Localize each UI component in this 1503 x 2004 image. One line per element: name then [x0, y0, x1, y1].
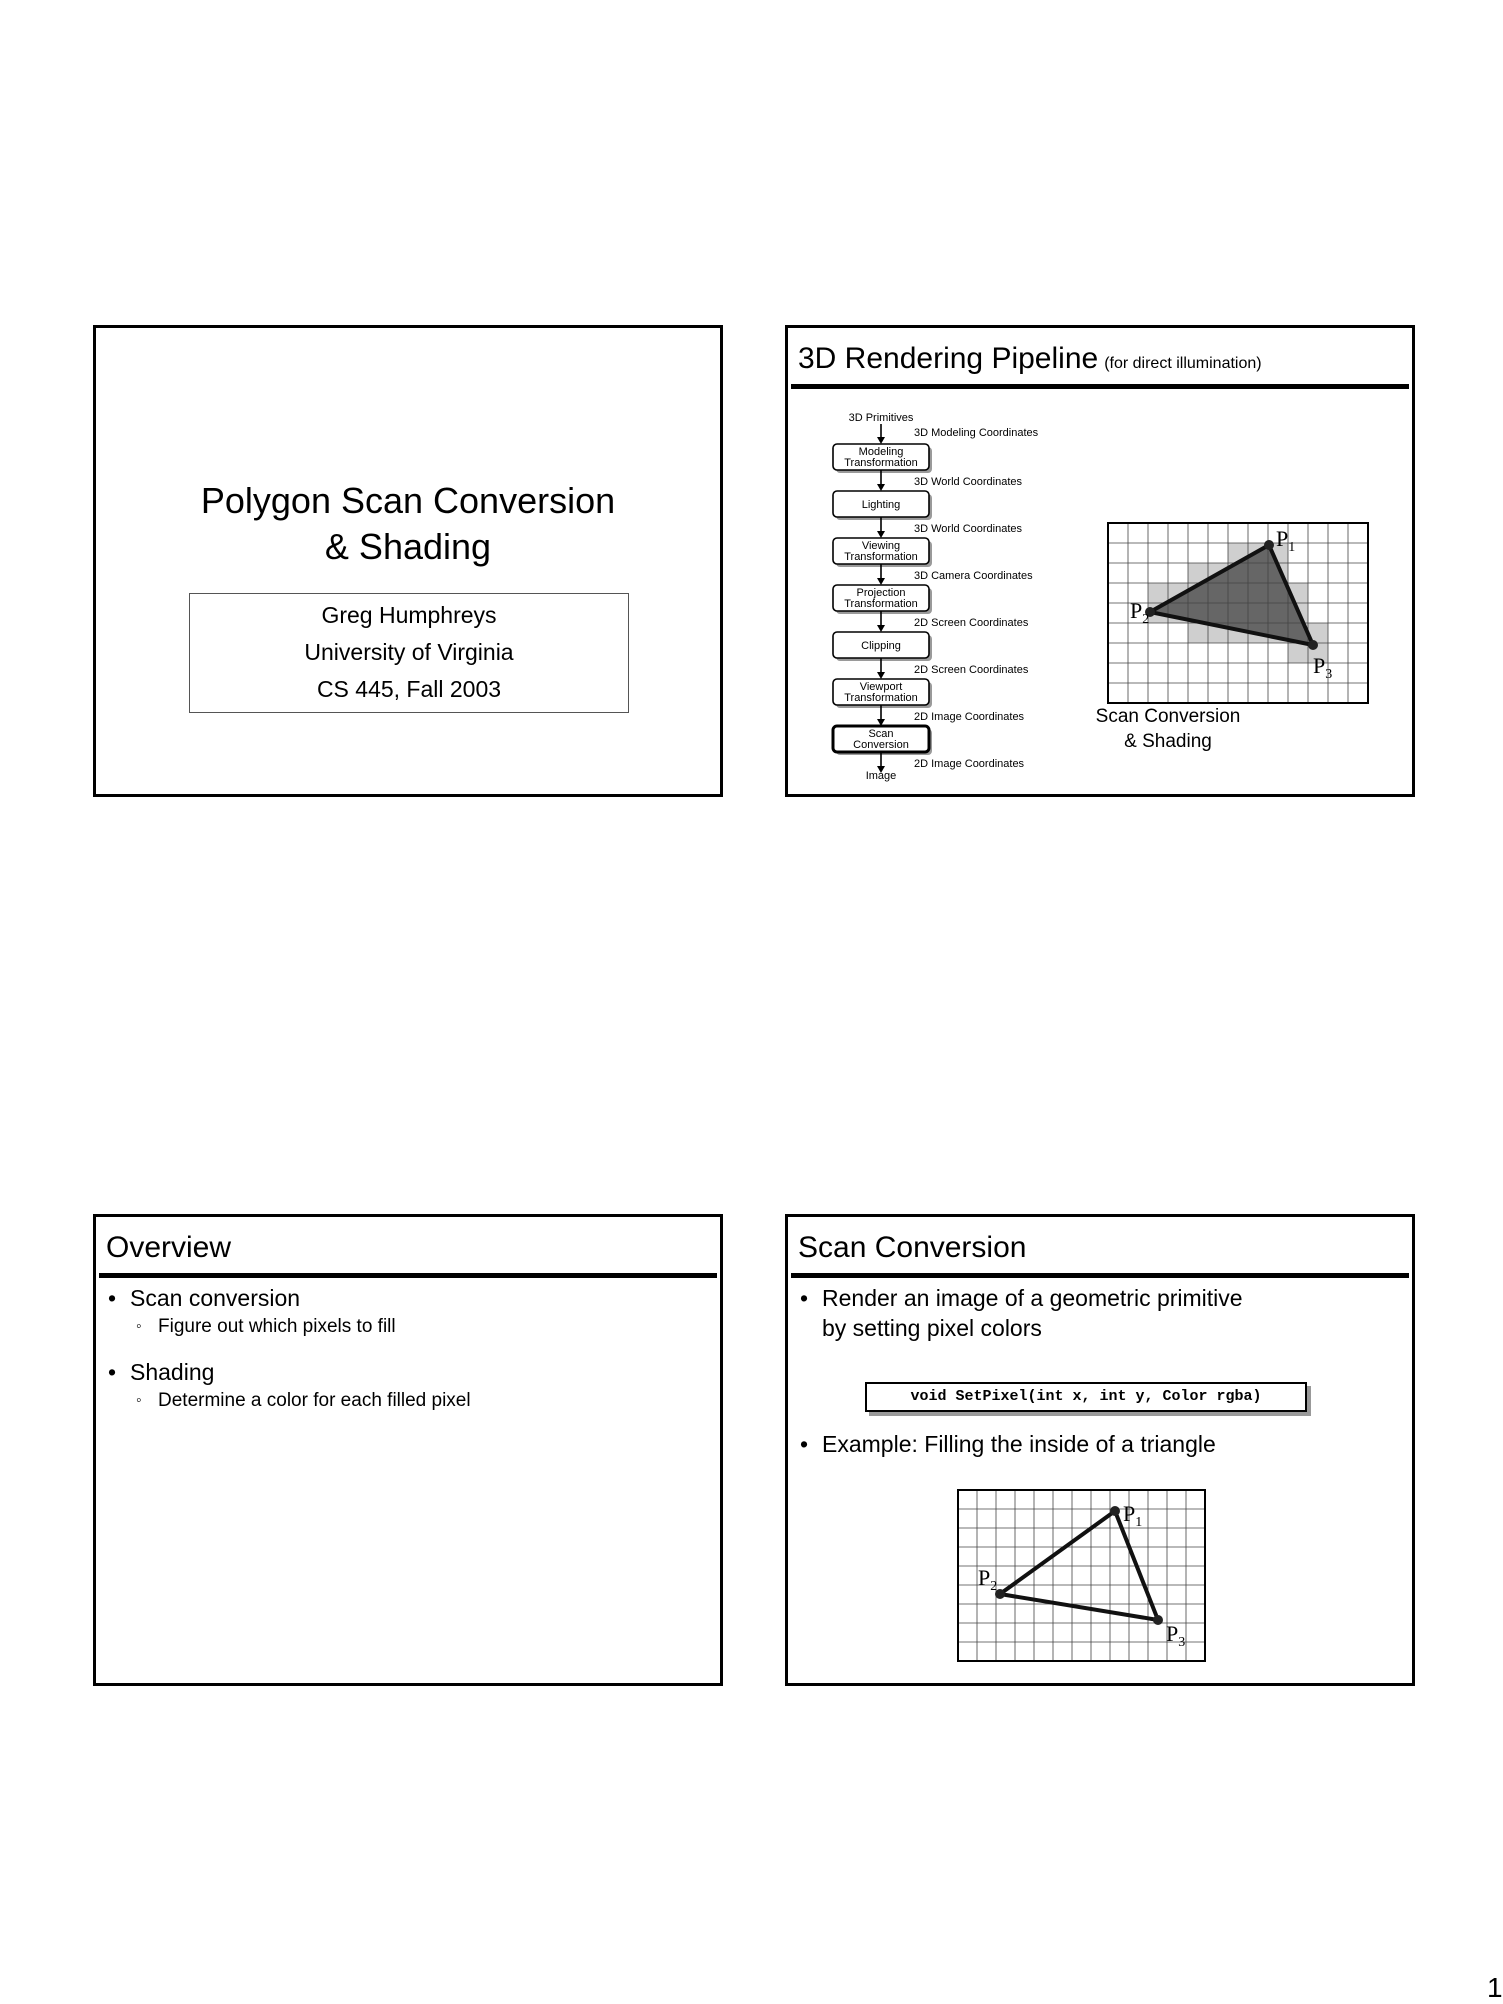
bullet-line: by setting pixel colors [822, 1315, 1042, 1341]
slide-title: Overview [106, 1231, 232, 1264]
vertex-label: $P_1$ [1276, 526, 1296, 555]
pipeline-arrowhead [877, 437, 885, 444]
vertex-subscript: 3 [1178, 1635, 1186, 1650]
shaded-pixel [1288, 643, 1308, 663]
figure-caption [1093, 704, 1243, 754]
vertex-label: $P_2$ [1130, 598, 1150, 627]
pipeline-stage-label: Viewport [859, 681, 903, 693]
slide-title-text: 3D Rendering Pipeline [798, 342, 1099, 375]
triangle-vertex [1308, 640, 1318, 650]
pipeline-coordinate-label: 3D World Coordinates [914, 523, 1023, 535]
page-number: 1 [1487, 1972, 1503, 2003]
shaded-pixel [1188, 623, 1208, 643]
overview-slide [93, 1214, 723, 1686]
pipeline-stage-label: Transformation [844, 598, 918, 610]
pipeline-coordinate-label: 3D Camera Coordinates [914, 570, 1033, 582]
vertex-label: $P_2$ [978, 1565, 998, 1594]
bullet-item: • Scan conversion [106, 1283, 710, 1313]
pipeline-arrowhead [877, 625, 885, 632]
vertex-subscript: 1 [1288, 540, 1296, 555]
triangle-vertex [1153, 1615, 1163, 1625]
pipeline-stage-label: Transformation [844, 457, 918, 469]
triangle-vertex [1264, 540, 1274, 550]
course-info: CS 445, Fall 2003 [316, 676, 502, 702]
bullet-item [798, 1283, 1402, 1343]
pipeline-arrowhead [877, 578, 885, 585]
sub-bullet-item: ◦ Determine a color for each filled pixel [106, 1387, 710, 1415]
vertex-label: $P_1$ [1123, 1501, 1143, 1530]
triangle-outline-figure [958, 1487, 1238, 1667]
sub-bullet-item: ◦ Figure out which pixels to fill [106, 1313, 710, 1341]
pipeline-stage-label: Transformation [844, 692, 918, 704]
title-slide [93, 325, 723, 797]
vertex-subscript: 1 [1135, 1515, 1143, 1530]
title-rule [99, 1273, 717, 1278]
pipeline-coordinate-label: 3D Modeling Coordinates [914, 427, 1039, 439]
pipeline-arrowhead [877, 531, 885, 538]
pipeline-stage-label: Conversion [853, 739, 909, 751]
author-name: Greg Humphreys [321, 602, 497, 628]
pipeline-coordinate-label: 2D Image Coordinates [914, 758, 1025, 770]
pipeline-stage-label: Projection [856, 587, 906, 599]
bullet-list [798, 1283, 1402, 1343]
pipeline-input-label: 3D Primitives [848, 412, 914, 424]
vertex-subscript: 2 [990, 1579, 998, 1594]
pipeline-stage-label: Clipping [861, 640, 901, 652]
pipeline-output-label: Image [865, 770, 897, 782]
pipeline-diagram [788, 328, 1108, 788]
bullet-list [106, 1283, 710, 1415]
pipeline-stage-label: Transformation [844, 551, 918, 563]
vertex-subscript: 3 [1325, 667, 1333, 682]
title-line-1: Polygon Scan Conversion [200, 480, 616, 521]
title-line-2: & Shading [324, 526, 492, 567]
pipeline-arrowhead [877, 672, 885, 679]
pipeline-stage-label: Lighting [861, 499, 901, 511]
pipeline-slide [785, 325, 1415, 797]
slide-subtitle: (for direct illumination) [1104, 355, 1262, 372]
triangle-shading-figure [1108, 518, 1388, 708]
pipeline-coordinate-label: 3D World Coordinates [914, 476, 1023, 488]
pipeline-stage-label: Viewing [861, 540, 901, 552]
pipeline-arrowhead [877, 484, 885, 491]
scan-conversion-slide [785, 1214, 1415, 1686]
slide-title: Scan Conversion [798, 1231, 1027, 1264]
institution: University of Virginia [304, 639, 514, 665]
pipeline-coordinate-label: 2D Image Coordinates [914, 711, 1025, 723]
title-rule [791, 1273, 1409, 1278]
code-box: void SetPixel(int x, int y, Color rgba) [865, 1382, 1307, 1412]
pipeline-stage-label: Scan [868, 728, 894, 740]
vertex-label: $P_3$ [1166, 1621, 1186, 1650]
vertex-subscript: 2 [1142, 612, 1150, 627]
shaded-pixel [1148, 583, 1168, 603]
bullet-item: • Shading [106, 1357, 710, 1387]
caption-line-1: Scan Conversion [1095, 706, 1241, 727]
bullet-item: • Example: Filling the inside of a triangle [798, 1429, 1402, 1459]
bullet-list-2 [798, 1429, 1402, 1459]
caption-line-2: & Shading [1124, 731, 1212, 752]
bullet-line: • Render an image of a geometric primitive [822, 1285, 1243, 1311]
author-info-box [189, 593, 629, 713]
pipeline-stage-label: Modeling [858, 446, 904, 458]
pipeline-coordinate-label: 2D Screen Coordinates [914, 664, 1029, 676]
pipeline-coordinate-label: 2D Screen Coordinates [914, 617, 1029, 629]
triangle-vertex [1110, 1506, 1120, 1516]
vertex-label: $P_3$ [1313, 653, 1333, 682]
presentation-title [96, 478, 720, 570]
